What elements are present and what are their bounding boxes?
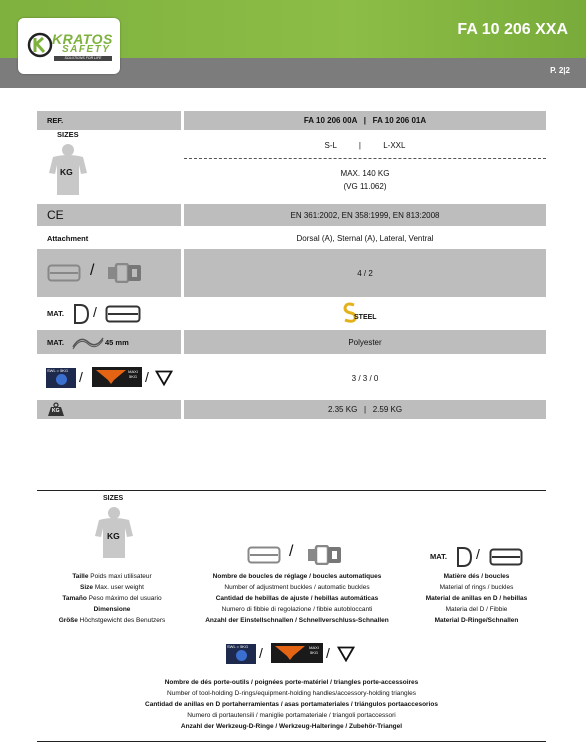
legend-line: Nombre de dés porte-outils / poignées porte-matériel / triangles porte-accessoires [164,679,419,686]
weight-row [37,400,546,419]
legend-line: Materia del D / Fibbie [445,606,508,613]
legend-line [37,582,187,593]
legend-desc: Peso máximo del usuario [86,595,162,602]
legend-swl-icon [226,644,256,664]
swl-label: SWL = 5KG [47,368,69,373]
slash-separator: / [259,645,263,661]
legend-desc: Max. user weight [93,584,144,591]
legend-line [37,593,187,604]
mat-label-2: MAT. [47,338,64,347]
ref-row [37,111,546,130]
legend-line [37,571,187,582]
max-weight-value: MAX. 140 KG [340,169,390,178]
ref-label: REF. [47,116,64,125]
legend-maxi-label: MAXI 5KG [309,645,319,655]
legend-line: Cantidad de hebillas de ajuste / hebillas automáticas [215,595,379,602]
legend-line: Anzahl der Werkzeug-D-Ringe / Werkzeug-Halteringe / Zubehör-Triangel [180,723,403,730]
buckles-value: 4 / 2 [357,268,373,278]
buckles-row [37,249,546,297]
legend-desc: Poids maxi utilisateur [88,573,152,580]
material-row [37,300,546,327]
legend-term: Taille [72,573,89,580]
slash-separator: / [326,645,330,661]
tools-row [37,359,546,397]
triangle-icon [337,646,355,662]
webbing-width: 45 mm [105,338,129,347]
product-code: FA 10 206 XXA [457,21,568,38]
legend-col-buckles [187,571,407,626]
triangle-icon [155,370,173,386]
legend-col-material [407,571,546,626]
automatic-buckle-icon [107,263,143,283]
sizes-row [37,130,546,201]
legend-col-sizes [37,571,187,626]
legend-line: Numero di fibbie di regolazione / fibbie autobloccanti [221,606,373,613]
maxi-label: MAXI 5KG [128,369,138,379]
legend-term: Dimensione [93,606,131,613]
slash-separator: / [90,262,95,279]
legend-kg-label: KG [107,531,120,541]
d-ring-icon [72,303,90,325]
spec-table [37,111,546,421]
webbing-value: Polyester [348,337,382,347]
tools-value: 3 / 3 / 0 [351,373,379,383]
legend-line: Anzahl der Einstellschnallen / Schnellverschluss-Schnallen [205,617,389,624]
legend-term: Größe [58,617,78,624]
buckle-icon [105,305,141,323]
standards-row [37,204,546,226]
legend-line: Cantidad de anillas en D portaherramientas / asas portamateriales / triángulos portaaccesorios [145,701,438,708]
legend-line [37,604,187,615]
legend-tools-text [37,677,546,732]
legend-line: Numero di portautensili / maniglie portamateriale / triangoli portaccessori [187,712,396,719]
logo [18,18,120,74]
slash-separator: / [476,546,480,562]
ce-mark-icon: CE [47,208,64,222]
legend-line: Nombre de boucles de réglage / boucles automatiques [212,573,382,580]
steel-logo [340,302,390,326]
weight-icon-label: KG [52,408,60,414]
d-ring-icon [455,546,473,568]
sizes-value: S-L | L-XXL [324,141,406,150]
slash-separator: / [145,369,149,385]
automatic-buckle-icon [307,545,343,565]
logo-tagline: SOLUTIONS FOR LIFE [54,56,112,61]
legend-desc: Höchstgewicht des Benutzers [77,617,166,624]
slash-separator: / [289,543,294,560]
legend-maxi-icon [271,643,323,663]
logo-sub: SAFETY [62,44,111,55]
slash-separator: / [79,369,83,385]
kratos-mark-icon [27,32,53,58]
mat-label: MAT. [47,309,64,318]
kg-label: KG [60,167,73,177]
slash-separator: / [93,304,97,320]
swl-icon [46,368,76,388]
legend-line [37,615,187,626]
attachment-value: Dorsal (A), Sternal (A), Lateral, Ventral [296,234,434,243]
legend-line: Material de anillas en D / hebillas [425,595,528,602]
legend-line: Number of tool-holding D-rings/equipment-holding handles/accessory-holding triangles [167,690,416,697]
header [0,0,586,88]
buckle-icon [489,548,523,566]
legend-sizes-label: SIZES [103,495,124,502]
vg-value: (VG 11.062) [343,182,387,191]
page-number: P. 2|2 [550,66,570,75]
legend-line: Number of adjustment buckles / automatic buckles [224,584,370,591]
legend [37,490,546,742]
legend-line: Matière dés / boucles [443,573,510,580]
sizes-label: SIZES [57,130,79,139]
maxi-icon [92,367,142,387]
legend-line: Material D-Ringe/Schnallen [434,617,519,624]
legend-term: Tamaño [62,595,87,602]
legend-line: Material of rings / buckles [439,584,514,591]
legend-term: Size [80,584,94,591]
standards-value: EN 361:2002, EN 358:1999, EN 813:2008 [290,210,440,220]
sizes-divider [184,158,546,159]
adjustment-buckle-icon [247,546,281,564]
webbing-row [37,330,546,354]
legend-swl-label: SWL = 5KG [227,644,249,649]
steel-label: STEEL [354,313,377,321]
ref-value: FA 10 206 00A | FA 10 206 01A [303,116,427,125]
attachment-label: Attachment [47,234,89,243]
logo-name: KRATOS [52,31,113,47]
attachment-row [37,229,546,248]
adjustment-buckle-icon [47,264,81,282]
product-weight-value: 2.35 KG | 2.59 KG [327,405,403,414]
webbing-icon [72,334,104,350]
legend-mat-label: MAT. [430,552,447,561]
